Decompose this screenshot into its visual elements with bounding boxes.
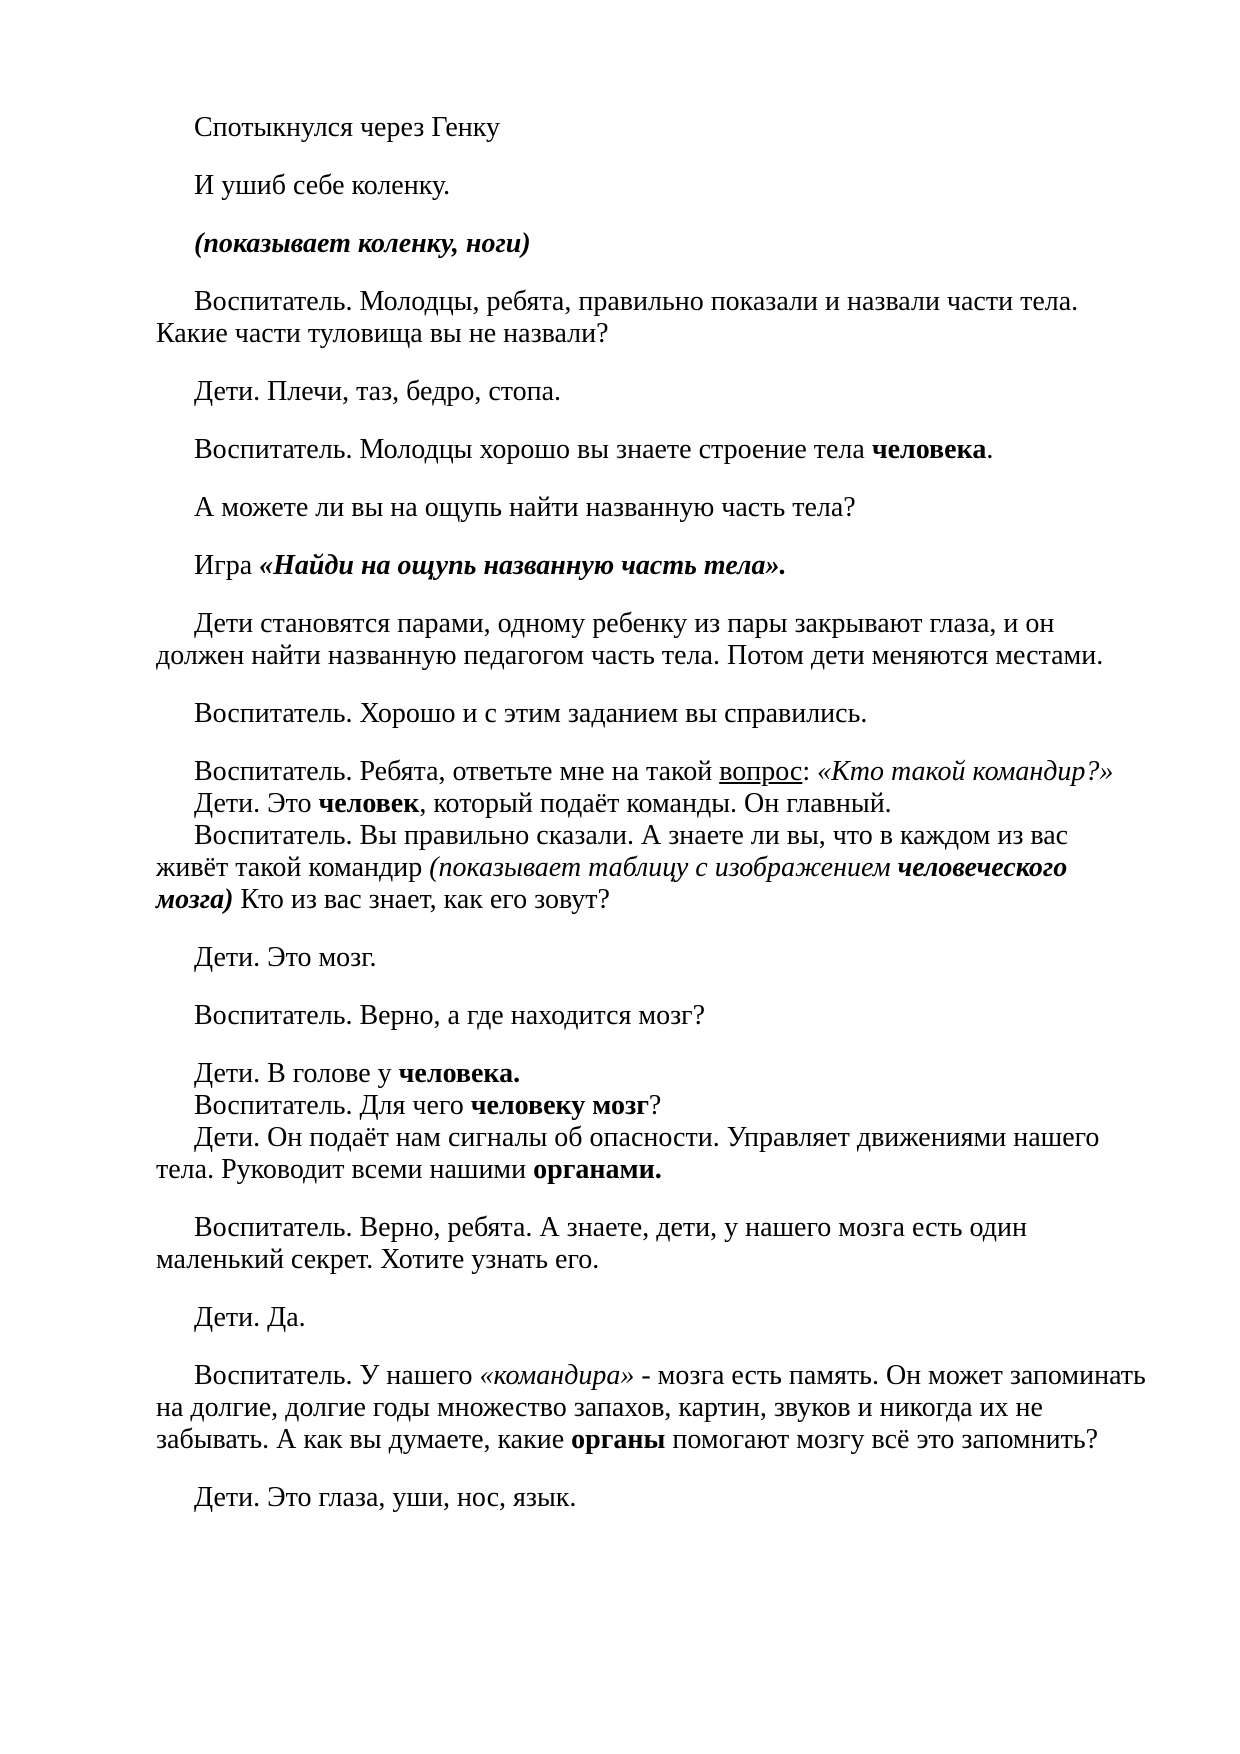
text-run: Дети. Да. (194, 1302, 306, 1333)
paragraph (156, 492, 1146, 524)
paragraph (156, 942, 1146, 974)
paragraph (156, 112, 1146, 144)
text-run: А можете ли вы на ощупь найти названную часть тела? (194, 492, 856, 523)
text-run: Дети. В голове у (194, 1058, 399, 1089)
text-run: Дети. Он подаёт нам сигналы об опасности. Управляет движениями нашего тела. Руководит всеми нашими (156, 1122, 1100, 1185)
text-run: Воспитатель. Верно, ребята. А знаете, дети, у нашего мозга есть один маленький секрет. Хотите узнать его. (156, 1212, 1027, 1275)
paragraph (156, 1122, 1146, 1186)
paragraph (156, 434, 1146, 466)
text-run: Воспитатель. Молодцы, ребята, правильно показали и назвали части тела. Какие части туловища вы не назвали? (156, 286, 1079, 349)
paragraph (156, 1482, 1146, 1514)
text-run: вопрос (719, 756, 803, 787)
paragraph (156, 1360, 1146, 1456)
text-run: Воспитатель. Верно, а где находится мозг? (194, 1000, 706, 1031)
paragraph (156, 228, 1146, 260)
text-run: Воспитатель. Молодцы хорошо вы знаете строение тела (194, 434, 872, 465)
text-run: И ушиб себе коленку. (194, 170, 451, 201)
text-run: (показывает коленку, ноги) (194, 228, 531, 259)
text-run: человек (318, 788, 420, 819)
text-run: Дети. Это мозг. (194, 942, 377, 973)
paragraph (156, 1000, 1146, 1032)
paragraph (156, 1212, 1146, 1276)
text-run: ? (648, 1090, 662, 1121)
text-run: человеку мозг (470, 1090, 649, 1121)
paragraph (156, 820, 1146, 916)
text-run: помогают мозгу всё это запомнить? (665, 1424, 1099, 1455)
text-run: органами. (533, 1154, 662, 1185)
text-run: «командира» (479, 1360, 635, 1391)
text-run: Дети. Это глаза, уши, нос, язык. (194, 1482, 577, 1513)
text-run: человека (871, 434, 987, 465)
paragraph (156, 1302, 1146, 1334)
text-run: - мозга есть память. Он может запоминать на долгие, долгие годы множество запахов, картин, звуков и никогда их не забывать. А как вы думаете, какие (156, 1360, 1146, 1455)
text-run: Воспитатель. Для чего (194, 1090, 471, 1121)
text-run: Дети становятся парами, одному ребенку из пары закрывают глаза, и он должен найти названную педагогом часть тела. Потом дети меняются местами. (156, 608, 1104, 671)
text-run: Дети. Это (194, 788, 319, 819)
text-run: «Кто такой командир?» (817, 756, 1114, 787)
text-run: Воспитатель. Ребята, ответьте мне на такой (194, 756, 720, 787)
paragraph (156, 376, 1146, 408)
text-run: Кто из вас знает, как его зовут? (233, 884, 610, 915)
text-run: человека. (398, 1058, 521, 1089)
paragraph (156, 170, 1146, 202)
text-run: органы (571, 1424, 666, 1455)
text-run: . (986, 434, 994, 465)
text-run: : (802, 756, 818, 787)
paragraph (156, 1090, 1146, 1122)
text-run: Воспитатель. Вы правильно сказали. А знаете ли вы, что в каждом из вас живёт такой командир (156, 820, 1069, 883)
paragraph (156, 1058, 1146, 1090)
paragraph (156, 550, 1146, 582)
text-run: Воспитатель. Хорошо и с этим заданием вы справились. (194, 698, 868, 729)
text-run: Игра (194, 550, 260, 581)
text-run: человеческого мозга) (156, 852, 1068, 915)
text-run: Дети. Плечи, таз, бедро, стопа. (194, 376, 562, 407)
paragraph (156, 608, 1146, 672)
paragraph (156, 788, 1146, 820)
text-run: «Найди на ощупь названную часть тела». (259, 550, 787, 581)
text-run: (показывает таблицу с изображением (429, 852, 898, 883)
text-run: , который подаёт команды. Он главный. (419, 788, 892, 819)
paragraph (156, 756, 1146, 788)
paragraph (156, 286, 1146, 350)
paragraph (156, 698, 1146, 730)
text-run: Воспитатель. У нашего (194, 1360, 480, 1391)
text-run: Спотыкнулся через Генку (194, 112, 500, 143)
